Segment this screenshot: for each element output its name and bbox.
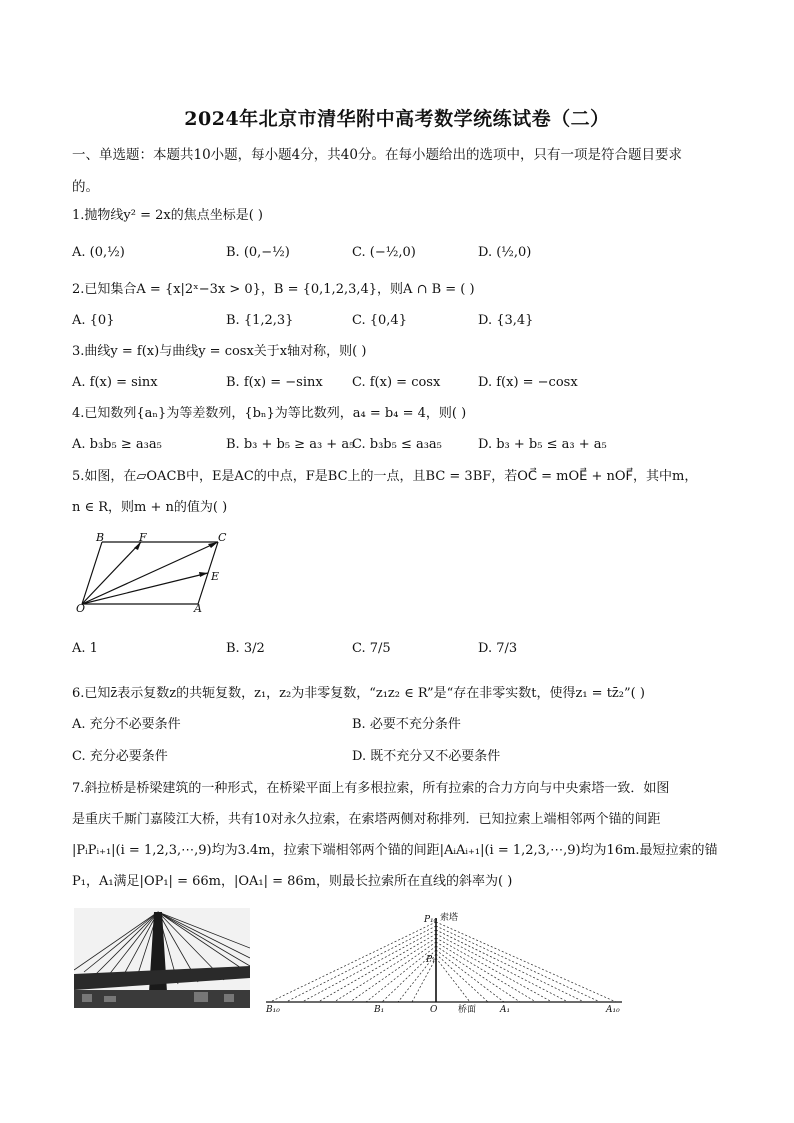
question-6-option-c: C. 充分必要条件 <box>72 749 168 764</box>
cable-stay-diagram <box>262 910 634 1014</box>
question-6-option-a: A. 充分不必要条件 <box>72 717 181 732</box>
question-2-option-d: D. {3,4} <box>478 313 534 328</box>
figure-label-e: E <box>211 570 220 583</box>
question-6-option-b: B. 必要不充分条件 <box>352 717 461 732</box>
diagram-label-a10: A₁₀ <box>606 1005 620 1014</box>
question-6-stem: 6.已知z̄表示复数z的共轭复数，z₁，z₂为非零复数，“z₁z₂ ∈ R”是“存在非零实数t，使得z₁ = tz̄₂”( ) <box>72 686 645 701</box>
question-1-stem: 1.抛物线y² = 2x的焦点坐标是( ) <box>72 208 263 223</box>
question-5-option-d: D. 7/3 <box>478 641 518 656</box>
question-1-option-c: C. (−½,0) <box>352 245 416 260</box>
diagram-label-tower: 索塔 <box>440 913 459 923</box>
question-5-stem-line-2: n ∈ R，则m + n的值为( ) <box>72 500 228 515</box>
figure-label-b: B <box>96 532 105 544</box>
question-1-option-a: A. (0,½) <box>72 245 125 260</box>
question-7-stem-line-2: 是重庆千厮门嘉陵江大桥，共有10对永久拉索，在索塔两侧对称排列．已知拉索上端相邻两个锚的间距 <box>72 812 661 827</box>
diagram-label-deck: 桥面 <box>458 1005 477 1014</box>
question-3-option-a: A. f(x) = sinx <box>72 375 158 390</box>
question-2-option-a: A. {0} <box>72 313 115 328</box>
figure-label-f: F <box>139 532 147 544</box>
section-intro-line-2: 的。 <box>72 179 99 195</box>
question-7-stem-line-3: |PᵢPᵢ₊₁|(i = 1,2,3,⋯,9)均为3.4m，拉索下端相邻两个锚的间距|AᵢAᵢ₊₁|(i = 1,2,3,⋯,9)均为16m.最短拉索的锚 <box>72 843 718 858</box>
figure-label-a: A <box>194 602 202 612</box>
question-7-stem-line-4: P₁，A₁满足|OP₁| = 66m，|OA₁| = 86m，则最长拉索所在直线的斜率为( ) <box>72 874 513 889</box>
diagram-label-b1: B₁ <box>374 1005 385 1014</box>
question-4-stem: 4.已知数列{aₙ}为等差数列，{bₙ}为等比数列，a₄ = b₄ = 4，则( ) <box>72 406 467 421</box>
figure-label-o: O <box>76 602 86 612</box>
diagram-label-p10: P₁₀ <box>424 915 438 925</box>
question-5-option-c: C. 7/5 <box>352 641 391 656</box>
question-4-option-d: D. b₃ + b₅ ≤ a₃ + a₅ <box>478 437 607 452</box>
parallelogram-figure <box>72 532 252 612</box>
question-2-option-b: B. {1,2,3} <box>226 313 294 328</box>
question-1-option-d: D. (½,0) <box>478 245 532 260</box>
diagram-label-b10: B₁₀ <box>266 1005 280 1014</box>
question-3-option-d: D. f(x) = −cosx <box>478 375 578 390</box>
section-intro-line-1: 一、单选题：本题共10小题，每小题4分，共40分。在每小题给出的选项中，只有一项是符合题目要求 <box>72 147 682 163</box>
question-2-stem: 2.已知集合A = {x|2ˣ−3x > 0}，B = {0,1,2,3,4}，则A ∩ B = ( ) <box>72 282 475 297</box>
diagram-label-p1: P₁ <box>426 955 436 965</box>
question-6-option-d: D. 既不充分又不必要条件 <box>352 749 501 764</box>
question-2-option-c: C. {0,4} <box>352 313 407 328</box>
diagram-label-o: O <box>430 1005 438 1014</box>
question-3-stem: 3.曲线y = f(x)与曲线y = cosx关于x轴对称，则( ) <box>72 344 367 359</box>
question-4-option-a: A. b₃b₅ ≥ a₃a₅ <box>72 437 162 452</box>
question-3-option-c: C. f(x) = cosx <box>352 375 441 390</box>
question-4-option-b: B. b₃ + b₅ ≥ a₃ + a₅ <box>226 437 355 452</box>
diagram-label-a1: A₁ <box>500 1005 511 1014</box>
question-5-option-a: A. 1 <box>72 641 98 656</box>
question-4-option-c: C. b₃b₅ ≤ a₃a₅ <box>352 437 442 452</box>
figure-label-c: C <box>218 532 227 544</box>
question-1-option-b: B. (0,−½) <box>226 245 290 260</box>
bridge-photo <box>74 908 250 1008</box>
page-title: 2024年北京市清华附中高考数学统练试卷（二） <box>184 108 610 130</box>
question-5-option-b: B. 3/2 <box>226 641 265 656</box>
question-3-option-b: B. f(x) = −sinx <box>226 375 323 390</box>
question-5-stem-line-1: 5.如图，在▱OACB中，E是AC的中点，F是BC上的一点，且BC = 3BF，若OC⃗ = mOE⃗ + nOF⃗，其中m， <box>72 469 698 484</box>
question-7-stem-line-1: 7.斜拉桥是桥梁建筑的一种形式，在桥梁平面上有多根拉索，所有拉索的合力方向与中央索塔一致．如图 <box>72 781 670 796</box>
